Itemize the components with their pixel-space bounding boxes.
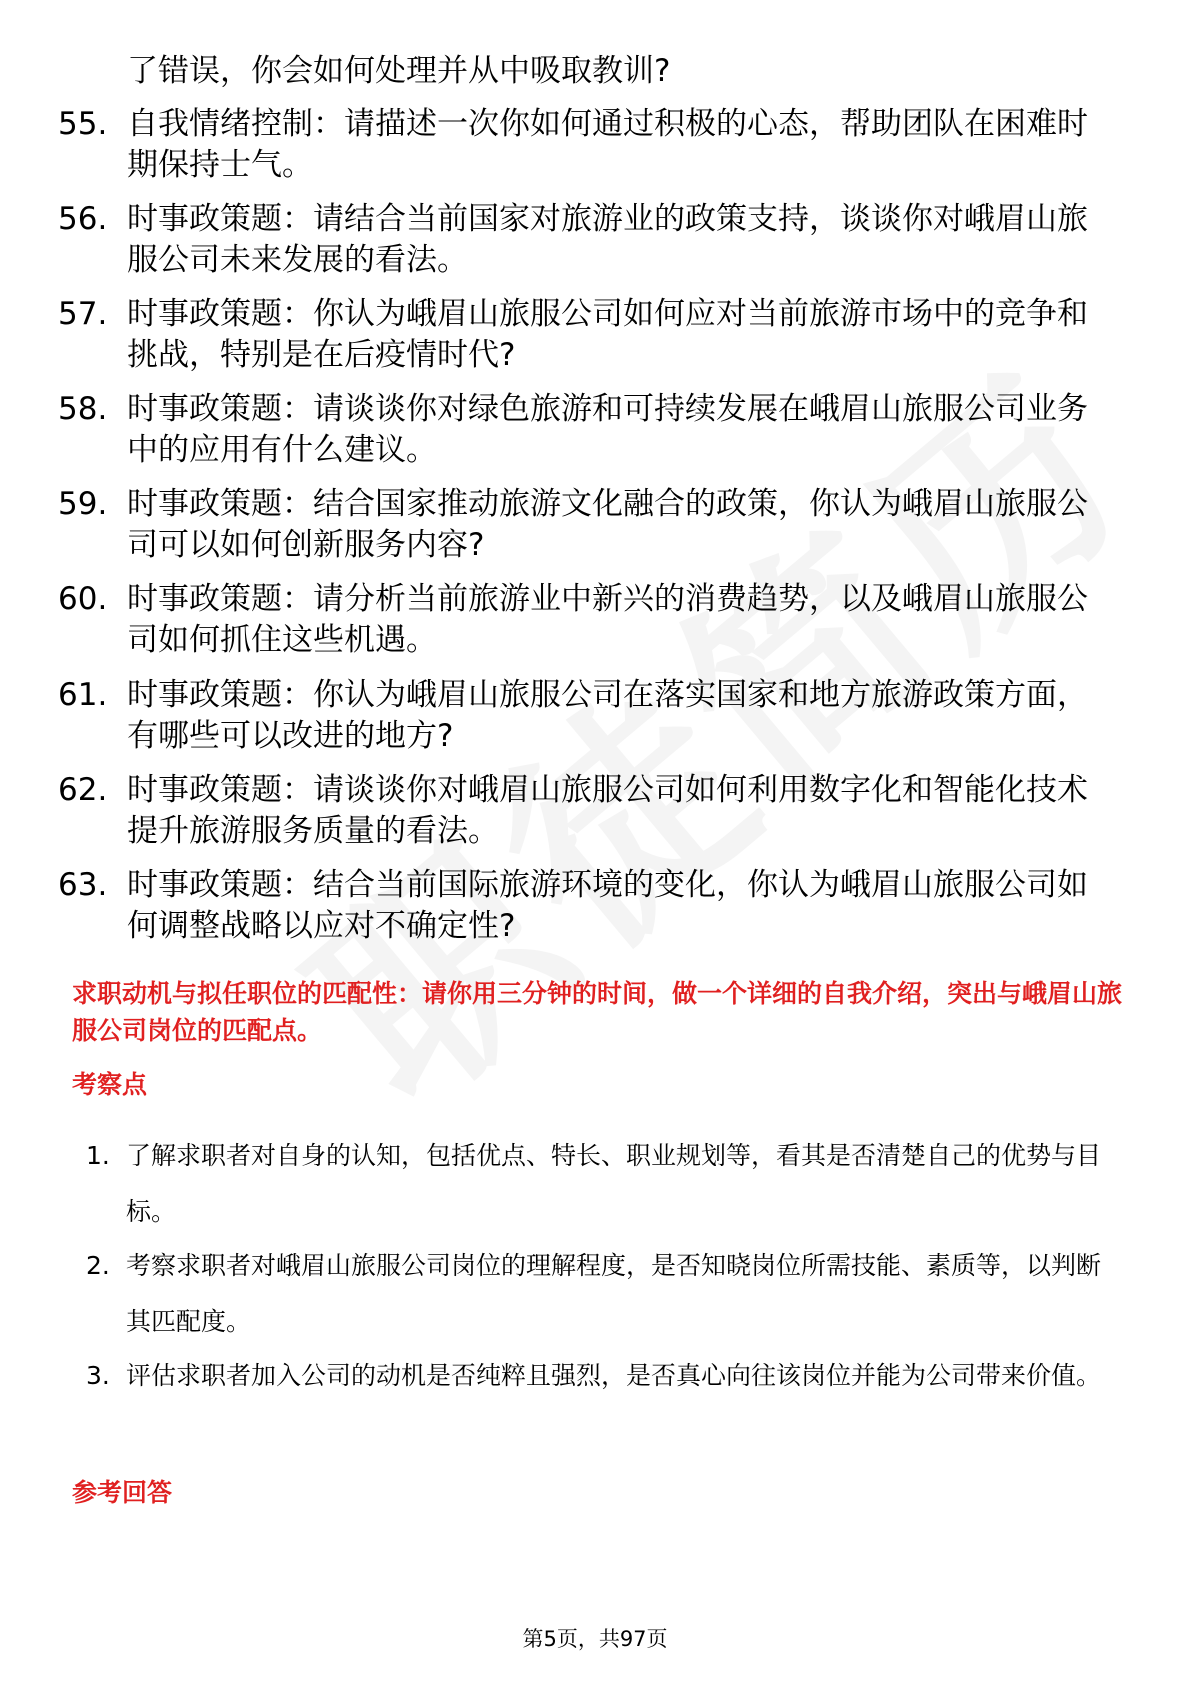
question-text: 时事政策题：请谈谈你对绿色旅游和可持续发展在峨眉山旅服公司业务中的应用有什么建议。	[127, 391, 1088, 468]
point-text: 了解求职者对自身的认知，包括优点、特长、职业规划等，看其是否清楚自己的优势与目标。	[126, 1141, 1102, 1226]
section-heading: 求职动机与拟任职位的匹配性：请你用三分钟的时间，做一个详细的自我介绍，突出与峨眉山旅服公司岗位的匹配点。	[72, 979, 1123, 1045]
question-text: 自我情绪控制：请描述一次你如何通过积极的心态，帮助团队在困难时期保持士气。	[127, 106, 1088, 183]
assessment-label: 考察点	[72, 1070, 148, 1099]
assessment-point	[86, 1348, 1121, 1404]
question-text: 时事政策题：你认为峨眉山旅服公司如何应对当前旅游市场中的竞争和挑战，特别是在后疫情时代?	[127, 296, 1088, 373]
assessment-point	[86, 1238, 1121, 1350]
question-text: 时事政策题：请分析当前旅游业中新兴的消费趋势，以及峨眉山旅服公司如何抓住这些机遇。	[127, 581, 1088, 658]
page-footer: 第5页，共97页	[522, 1627, 668, 1651]
point-number: 2.	[86, 1251, 110, 1280]
question-item	[58, 294, 1118, 376]
answer-label: 参考回答	[72, 1478, 173, 1507]
question-item	[58, 104, 1118, 186]
question-item	[58, 865, 1118, 947]
point-text: 考察求职者对峨眉山旅服公司岗位的理解程度，是否知晓岗位所需技能、素质等，以判断其匹配度。	[126, 1251, 1102, 1336]
question-number: 56.	[58, 201, 108, 237]
question-item	[58, 199, 1118, 281]
point-number: 1.	[86, 1141, 110, 1170]
question-number: 60.	[58, 581, 108, 617]
point-text: 评估求职者加入公司的动机是否纯粹且强烈，是否真心向往该岗位并能为公司带来价值。	[126, 1361, 1102, 1390]
continuation-text: 了错误，你会如何处理并从中吸取教训?	[127, 53, 671, 89]
question-text: 时事政策题：结合国家推动旅游文化融合的政策，你认为峨眉山旅服公司可以如何创新服务内容?	[127, 486, 1088, 563]
question-number: 59.	[58, 486, 108, 522]
question-item	[58, 579, 1118, 661]
question-number: 62.	[58, 772, 108, 808]
question-number: 61.	[58, 677, 108, 713]
question-text: 时事政策题：结合当前国际旅游环境的变化，你认为峨眉山旅服公司如何调整战略以应对不确定性?	[127, 867, 1088, 944]
question-text: 时事政策题：你认为峨眉山旅服公司在落实国家和地方旅游政策方面，有哪些可以改进的地方?	[127, 677, 1088, 754]
assessment-point	[86, 1128, 1121, 1240]
question-number: 58.	[58, 391, 108, 427]
question-item	[58, 389, 1118, 471]
question-text: 时事政策题：请结合当前国家对旅游业的政策支持，谈谈你对峨眉山旅服公司未来发展的看法。	[127, 201, 1088, 278]
question-number: 63.	[58, 867, 108, 903]
question-text: 时事政策题：请谈谈你对峨眉山旅服公司如何利用数字化和智能化技术提升旅游服务质量的看法。	[127, 772, 1088, 849]
point-number: 3.	[86, 1361, 110, 1390]
question-number: 55.	[58, 106, 108, 142]
question-item	[58, 770, 1118, 852]
question-number: 57.	[58, 296, 108, 332]
question-item	[58, 484, 1118, 566]
question-item	[58, 675, 1118, 757]
